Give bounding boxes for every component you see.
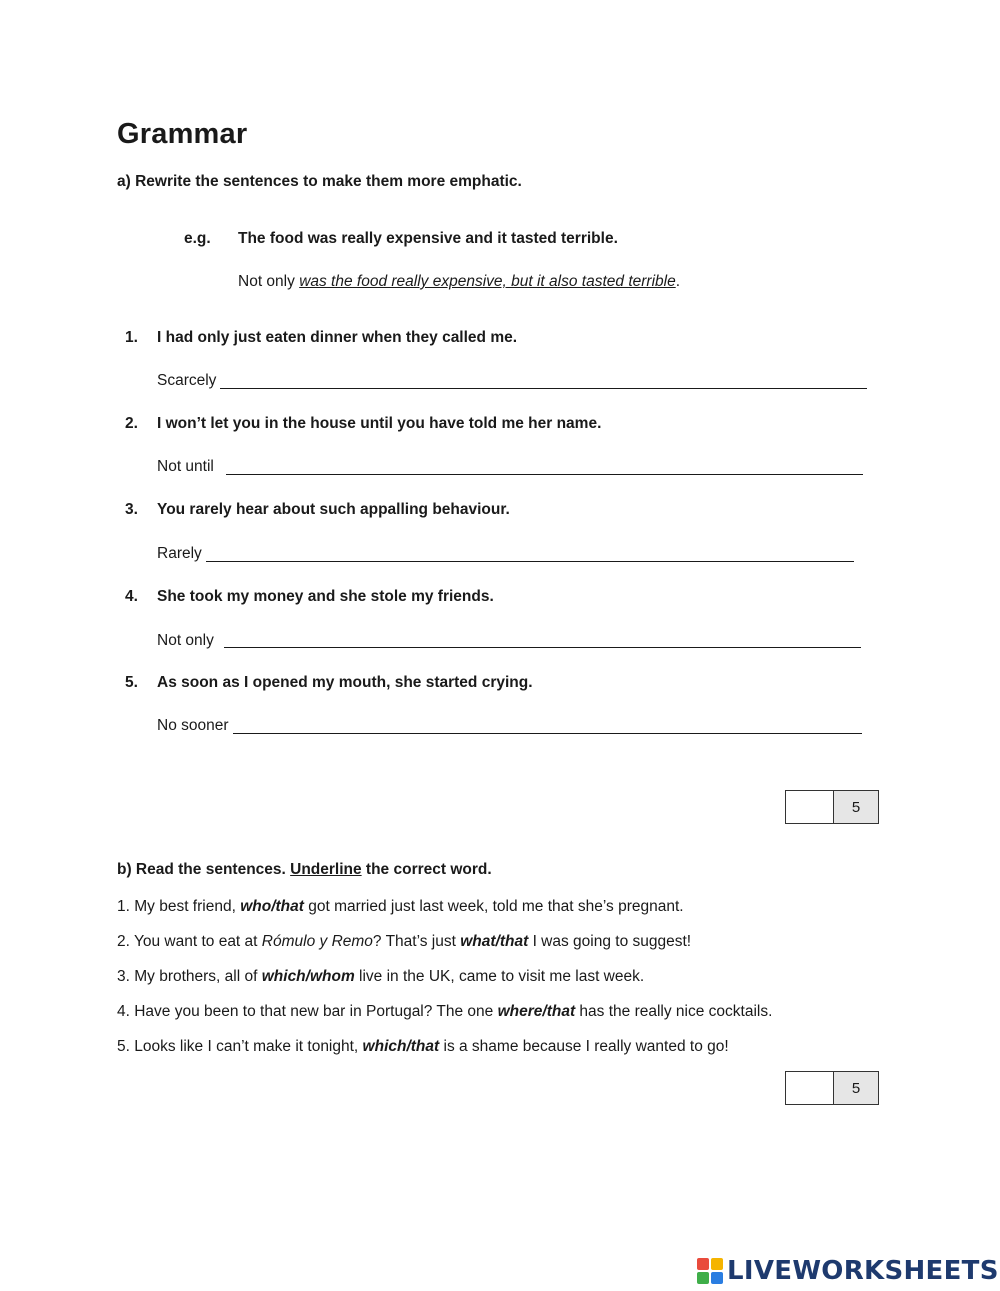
example-answer [238, 273, 680, 291]
sentence-2 [117, 933, 691, 951]
answer-line-5[interactable] [233, 733, 862, 734]
score-box-a [785, 790, 879, 824]
instruction-text: b) Read the sentences. [117, 861, 291, 878]
answer-prompt-5: No sooner [157, 717, 229, 734]
answer-prompt-1: Scarcely [157, 372, 217, 389]
sentence-text: live in the UK, came to visit me last week. [354, 968, 645, 985]
question-1 [125, 329, 517, 347]
answer-line-1[interactable] [220, 388, 867, 389]
question-text: I won’t let you in the house until you have told me her name. [157, 415, 602, 432]
question-number: 4. [125, 588, 138, 605]
answer-line-4[interactable] [224, 647, 861, 648]
example-answer-suffix: . [675, 273, 681, 290]
word-choice[interactable]: which/whom [261, 968, 355, 985]
section-a-instruction: a) Rewrite the sentences to make them more emphatic. [117, 173, 522, 190]
question-text: I had only just eaten dinner when they called me. [157, 329, 518, 346]
question-3 [125, 501, 510, 519]
word-choice[interactable]: who/that [240, 898, 304, 915]
logo-square-icon [711, 1272, 723, 1284]
score-total-b: 5 [834, 1072, 878, 1104]
logo-square-icon [697, 1272, 709, 1284]
liveworksheets-logo [697, 1256, 999, 1286]
question-5 [125, 674, 533, 692]
sentence-text: ? That’s just [372, 933, 461, 950]
example-answer-prefix: Not only [238, 273, 295, 290]
question-number: 5. [125, 674, 138, 691]
sentence-text: 1. My best friend, [117, 898, 241, 915]
question-text: You rarely hear about such appalling behaviour. [157, 501, 510, 518]
question-number: 2. [125, 415, 138, 432]
sentence-text: has the really nice cocktails. [575, 1003, 773, 1020]
question-number: 3. [125, 501, 138, 518]
score-input-b[interactable] [786, 1072, 834, 1104]
sentence-3 [117, 968, 644, 986]
liveworksheets-logo-icon [697, 1258, 723, 1284]
answer-prompt-4: Not only [157, 632, 214, 649]
question-text: She took my money and she stole my friends. [157, 588, 494, 605]
answer-line-3[interactable] [206, 561, 854, 562]
sentence-5 [117, 1038, 729, 1056]
question-4 [125, 588, 494, 606]
score-box-b [785, 1071, 879, 1105]
word-choice[interactable]: which/that [362, 1038, 440, 1055]
sentence-4 [117, 1003, 772, 1021]
score-input-a[interactable] [786, 791, 834, 823]
question-text: As soon as I opened my mouth, she started crying. [157, 674, 533, 691]
question-number: 1. [125, 329, 138, 346]
word-choice[interactable]: what/that [460, 933, 529, 950]
sentence-text: 3. My brothers, all of [117, 968, 262, 985]
sentence-text: got married just last week, told me that she’s pregnant. [303, 898, 684, 915]
instruction-text: the correct word. [361, 861, 492, 878]
sentence-text: 4. Have you been to that new bar in Portugal? The one [117, 1003, 498, 1020]
word-choice[interactable]: where/that [497, 1003, 576, 1020]
example-answer-underlined: was the food really expensive, but it also tasted terrible [299, 273, 676, 290]
question-2 [125, 415, 601, 433]
logo-square-icon [697, 1258, 709, 1270]
logo-square-icon [711, 1258, 723, 1270]
instruction-underlined: Underline [290, 861, 362, 878]
answer-prompt-2: Not until [157, 458, 214, 475]
example-sentence: The food was really expensive and it tasted terrible. [238, 230, 618, 247]
restaurant-name: Rómulo y Remo [261, 933, 373, 950]
sentence-text: 5. Looks like I can’t make it tonight, [117, 1038, 363, 1055]
sentence-text: is a shame because I really wanted to go! [439, 1038, 729, 1055]
score-total-a: 5 [834, 791, 878, 823]
page-title: Grammar [117, 118, 248, 150]
sentence-text: I was going to suggest! [528, 933, 692, 950]
sentence-text: 2. You want to eat at [117, 933, 262, 950]
sentence-1 [117, 898, 684, 916]
example-label: e.g. [184, 230, 211, 247]
section-b-instruction [117, 861, 492, 879]
answer-prompt-3: Rarely [157, 545, 202, 562]
answer-line-2[interactable] [226, 474, 863, 475]
logo-text: LIVEWORKSHEETS [727, 1256, 999, 1286]
